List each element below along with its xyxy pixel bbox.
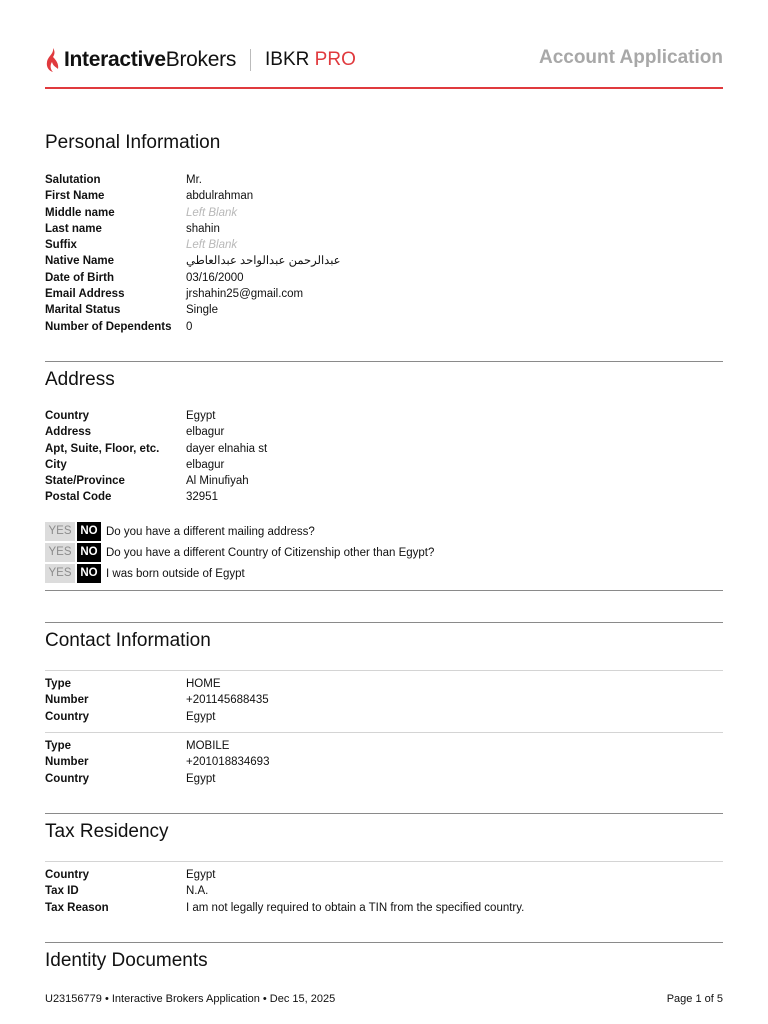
field-row: City elbagur <box>45 458 225 471</box>
section-divider <box>45 622 723 623</box>
yes-no-question <box>45 543 434 562</box>
field-row: Last name shahin <box>45 222 220 235</box>
field-row: Number +201145688435 <box>45 694 269 707</box>
no-badge: NO <box>77 564 101 583</box>
field-row: First Name abdulrahman <box>45 190 254 203</box>
field-row: Country Egypt <box>45 772 216 785</box>
tax-list <box>45 867 723 916</box>
brand-name: InteractiveBrokers <box>64 48 237 71</box>
group-divider <box>45 670 723 671</box>
ib-logo <box>45 48 356 72</box>
personal-info-list <box>45 172 723 335</box>
field-row: Marital Status Single <box>45 304 218 317</box>
yes-no-question <box>45 564 245 583</box>
section-divider <box>45 361 723 362</box>
section-title-tax: Tax Residency <box>45 821 169 842</box>
field-row: Email Address jrshahin25@gmail.com <box>45 288 304 301</box>
field-row: Type MOBILE <box>45 740 230 752</box>
field-row: Number +201018834693 <box>45 756 270 769</box>
field-row: Postal Code 32951 <box>45 491 218 504</box>
field-row: Address elbagur <box>45 426 225 439</box>
section-title-address: Address <box>45 369 115 390</box>
section-title-personal: Personal Information <box>45 132 221 153</box>
field-row: Country Egypt <box>45 869 216 881</box>
field-row: Middle name Left Blank <box>45 206 238 219</box>
document-header <box>45 44 723 89</box>
group-divider <box>45 861 723 862</box>
phone-entry <box>45 738 723 787</box>
field-row: Date of Birth 03/16/2000 <box>45 271 244 284</box>
ib-flame-icon <box>45 48 59 72</box>
page-number: Page 1 of 5 <box>666 993 723 1005</box>
yes-badge: YES <box>45 522 75 541</box>
question-text: I was born outside of Egypt <box>106 567 245 580</box>
field-row: Type HOME <box>45 678 221 690</box>
question-text: Do you have a different mailing address? <box>106 525 315 538</box>
field-row: Country Egypt <box>45 410 216 422</box>
section-title-contact: Contact Information <box>45 630 211 651</box>
section-divider <box>45 813 723 814</box>
section-divider <box>45 942 723 943</box>
product-name: IBKR PRO <box>265 49 356 70</box>
address-list <box>45 408 723 506</box>
footer-document-info: U23156779 • Interactive Brokers Application • Dec 15, 2025 <box>45 993 336 1005</box>
field-row: Number of Dependents 0 <box>45 320 193 333</box>
no-badge: NO <box>77 543 101 562</box>
field-row: Suffix Left Blank <box>45 239 238 252</box>
phone-entry <box>45 676 723 725</box>
field-row: Salutation Mr. <box>45 174 202 186</box>
field-row: Native Name عبدالرحمن عبدالواحد عبدالعاطي <box>45 255 341 268</box>
question-text: Do you have a different Country of Citizenship other than Egypt? <box>106 546 435 559</box>
yes-badge: YES <box>45 543 75 562</box>
section-divider <box>45 590 723 591</box>
field-row: Country Egypt <box>45 710 216 723</box>
document-page <box>45 0 723 1024</box>
field-row: Tax ID N.A. <box>45 885 209 898</box>
yes-badge: YES <box>45 564 75 583</box>
yes-no-question <box>45 522 315 541</box>
logo-divider <box>250 49 251 71</box>
field-row: Tax Reason I am not legally required to obtain a TIN from the specified country. <box>45 901 525 914</box>
no-badge: NO <box>77 522 101 541</box>
document-title: Account Application <box>538 47 723 68</box>
section-title-identity: Identity Documents <box>45 950 208 971</box>
field-row: Apt, Suite, Floor, etc. dayer elnahia st <box>45 442 268 455</box>
group-divider <box>45 732 723 733</box>
field-row: State/Province Al Minufiyah <box>45 475 249 488</box>
